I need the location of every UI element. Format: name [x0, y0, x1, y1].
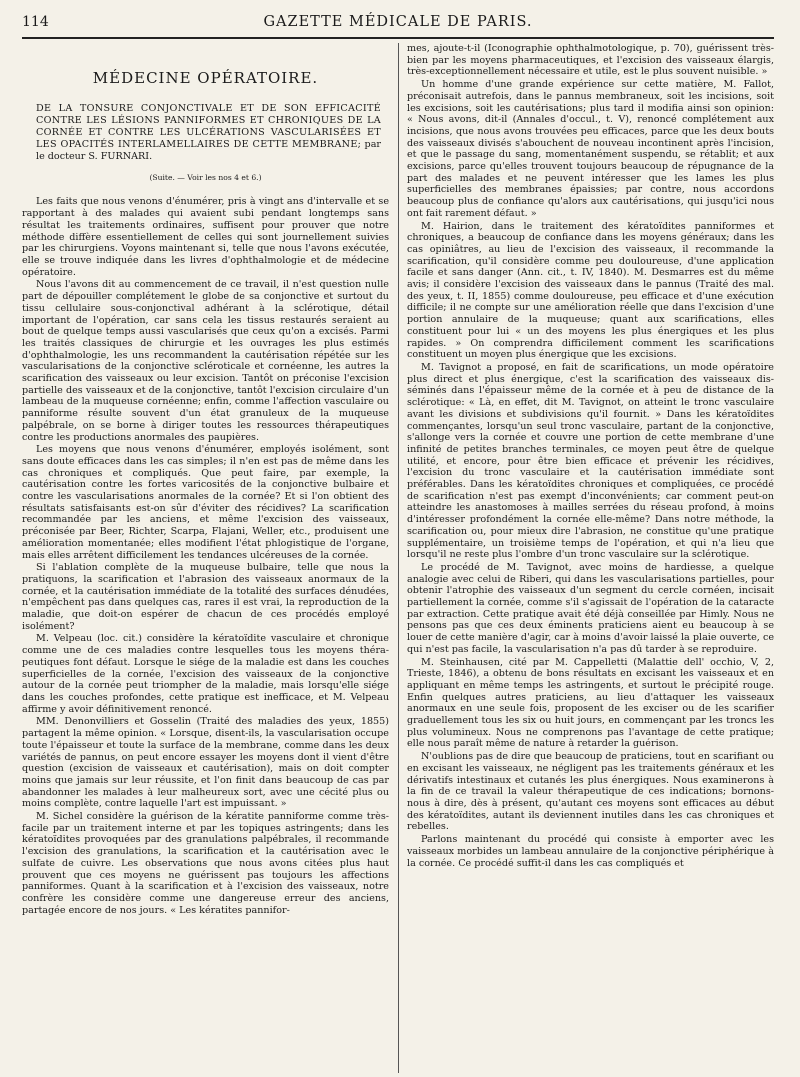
- running-head: [22, 14, 774, 39]
- paragraph: M. Steinhausen, cité par M. Cappelletti (Malattie dell' occhio, V, 2, Trieste, 1846), a obtenu de bons résultats en excisant les vaisseaux et en appliquant en même temps les astringents, et surtout le précipité rouge. Enfin quelques autres praticiens, au lieu d'attaquer les vaisseaux anormaux en une seule fois, proposent de les exciser ou de les scarifier graduellement tous les six ou huit jours, en commençant par les troncs les plus volumineux. Nous ne comprenons pas l'avantage de cette pratique; elle nous paraît même de nature à retarder la guérison.: [407, 656, 774, 750]
- paragraph: Les moyens que nous venons d'énumérer, employés isolément, sont sans doute efficaces dans les cas simples; il n'en est pas de même dans les cas chroniques et compliqués. Que peut faire, par exemple, la cautérisation contre les fortes varicosités de la conjonctive bulbaire et contre les vascularisations anormales de la cornée? Et si l'on obtient des résultats satisfaisants est-on sûr d'éviter des récidives? La scarification recommandée par les anciens, et même l'excision des vaisseaux, préconisée par Beer, Richter, Scarpa, Flajani, Weller, etc., produisent une amélioration momentanée; elles modifient l'état phlogistique de l'organe, mais elles arrêtent difficilement les tendances ulcéreuses de la cornée.: [22, 444, 389, 561]
- page-number: 114: [22, 14, 49, 30]
- paragraph: M. Tavignot a proposé, en fait de scarifications, un mode opératoire plus direct et plus énergique, c'est la scarification des vaisseaux disséminés dans l'épaisseur même de la cornée et à peu de distance de la sclérotique: « Là, en effet, dit M. Tavignot, on atteint le tronc vasculaire avant les divisions et subdivisions qu'il fournit. » Dans les kératoïdites commençantes, lorsqu'un seul tronc vasculaire, partant de la conjonctive, s'allonge vers la cornée et couvre une portion de cette membrane d'une infinité de petites branches terminales, ce moyen peut être de quelque utilité, et encore, pour être bien efficace et prévenir les récidives, l'excision du tronc vasculaire et la cautérisation immédiate sont préférables. Dans les kératoïdites chroniques et compliquées, ce procédé de scarification n'est pas exempt d'inconvénients; car comment peut-on atteindre les anastomoses à mailles serrées du réseau profond, à moins d'intéresser profondément la cornée elle-même? Dans notre méthode, la scarification ou, pour mieux dire l'abrasion, ne constitue qu'une pratique supplémentaire, un troisième temps de l'opération, et qui n'a lieu que lorsqu'il ne reste plus l'ombre d'un tronc vasculaire sur la sclérotique.: [407, 361, 774, 561]
- paragraph: MM. Denonvilliers et Gosselin (Traité des maladies des yeux, 1855) partagent la même opinion. « Lorsque, disent-ils, la vascularisation occupe toute l'épaisseur et toute la surface de la membrane, comme dans les deux variétés de pannus, on peut encore essayer les moyens dont il vient d'être question (excision de vaisseaux et cautérisation), mais on doit compter moins que jamais sur leur réussite, et l'on finit dans beaucoup de cas par abandonner les malades à leur malheureux sort, avec une cécité plus ou moins complète, contre laquelle l'art est impuissant. »: [22, 716, 389, 810]
- paragraph: M. Hairion, dans le traitement des kératoïdites panniformes et chroniques, a beaucoup de confiance dans les moyens généraux; dans les cas opiniâtres, au lieu de l'excision des vaisseaux, il recommande la scarification, qu'il considère comme peu douloureuse, d'une application facile et sans danger (Ann. cit., t. IV, 1840). M. Desmarres est du même avis; il considère l'excision des vaisseaux dans le pannus (Traité des mal. des yeux, t. II, 1855) comme douloureuse, peu efficace et d'une exécution difficile; il ne compte sur une amélioration réelle que dans l'excision d'une portion annulaire de la muqueuse; quant aux scarifications, elles constituent pour lui « un des moyens les plus énergiques et les plus rapides. » On comprendra difficilement comment les scarifications constituent un moyen plus énergique que les excisions.: [407, 220, 774, 361]
- section-title: MÉDECINE OPÉRATOIRE.: [92, 69, 319, 87]
- article-heading: [36, 103, 381, 163]
- text-columns: [22, 43, 774, 1073]
- right-column: [407, 43, 774, 1073]
- paragraph: Si l'ablation complète de la muqueuse bulbaire, telle que nous la pratiquons, la scarification et l'abrasion des vaisseaux anormaux de la cornée, et la cautérisation immédiate de la totalité des surfaces dénudées, n'empêchent pas dans quelques cas, rares il est vrai, la reproduction de la maladie, que doit-on espérer de chacun de ces procédés employé isolément?: [22, 562, 389, 632]
- journal-title: GAZETTE MÉDICALE DE PARIS.: [263, 14, 533, 30]
- paragraph: Un homme d'une grande expérience sur cette matière, M. Fallot, préconisait autrefois, dans le pannus membraneux, soit les incisions, soit les excisions, soit les cautérisations; plus tard il modifia ainsi son opinion: « Nous avons, dit-il (Annales d'occul., t. V), renoncé complétement aux incisions, que nous avons trouvées peu efficaces, parce que les deux bouts des vaisseaux divisés s'abouchent de nouveau incontinent après l'incision, et que le passage du sang, momentanément suspendu, se rétablit; et aux excisions, parce qu'elles trouvent toujours beaucoup de répugnance de la part des malades et ne peuvent intéresser que les lames les plus superficielles des membranes épaissies; par contre, nous accordons beaucoup plus de confiance qu'alors aux cautérisations, qui jusqu'ici nous ont fait rarement défaut. »: [407, 79, 774, 219]
- left-column: [22, 43, 389, 1073]
- article-heading-caps: DE LA TONSURE CONJONCTIVALE ET DE SON EFFICACITÉ CONTRE LES LÉSIONS PANNIFORMES ET CHRONIQUES DE LA CORNÉE ET CONTRE LES ULCÉRATIONS VASCULARISÉES ET LES OPACITÉS INTERLAMELLAIRES DE CETTE MEMBRANE;: [36, 103, 381, 151]
- paragraph: N'oublions pas de dire que beaucoup de praticiens, tout en scarifiant ou en excisant les vaisseaux, ne négligent pas les traitements généraux et les dérivatifs intestinaux et cutanés les plus énergiques. Nous examinerons à la fin de ce travail la valeur thérapeutique de ces indications; bornons-nous à dire, dès à présent, qu'autant ces moyens sont efficaces au début des kératoïdites, autant ils deviennent inutiles dans les cas chroniques et rebelles.: [407, 751, 774, 833]
- paragraph: Les faits que nous venons d'énumérer, pris à vingt ans d'intervalle et se rapportant à des malades qui avaient subi pendant longtemps sans résultat les traitements ordinaires, suffisent pour prouver que notre méthode diffère essentiellement de celles qui sont journellement suivies par les chirurgiens. Voyons maintenant si, telle que nous l'avons exécutée, elle se trouve indiquée dans les livres d'ophthalmologie et de médecine opératoire.: [22, 196, 389, 278]
- column-divider: [398, 43, 399, 1073]
- paragraph: Parlons maintenant du procédé qui consiste à emporter avec les vaisseaux morbides un lambeau annulaire de la conjonctive périphérique à la cornée. Ce procédé suffit-il dans les cas compliqués et: [407, 834, 774, 869]
- paragraph: Le procédé de M. Tavignot, avec moins de hardiesse, a quelque analogie avec celui de Riberi, qui dans les vascularisations partielles, pour obtenir l'atrophie des vaisseaux d'un segment du cercle cornéen, incisait partiellement la cornée, comme s'il s'agissait de l'opération de la cataracte par extraction. Cette pratique avait été déjà conseillée par Himly. Nous ne pensons pas que ces deux éminents praticiens aient eu beaucoup à se louer de cette manière d'agir, car à moins d'avoir laissé la plaie ouverte, ce qui n'est pas facile, la vascularisation n'a pas dû tarder à se reproduire.: [407, 561, 774, 655]
- paragraph: mes, ajoute-t-il (Iconographie ophthalmotologique, p. 70), guérissent très-bien par les moyens pharmaceutiques, et l'excision des vaisseaux élargis, très-exceptionnellement nécessaire et utile, est le plus souvent nuisible. »: [407, 43, 774, 78]
- article-author: par le docteur S. FURNARI.: [36, 139, 382, 163]
- paragraph: M. Velpeau (loc. cit.) considère la kératoïdite vasculaire et chronique comme une de ces maladies contre lesquelles tous les moyens thérapeutiques font défaut. Lorsque le siége de la maladie est dans les couches superficielles de la cornée, l'excision des vaisseaux de la conjonctive autour de la cornée peut triompher de la maladie, mais lorsqu'elle siége dans les couches profondes, cette pratique est inefficace, et M. Velpeau affirme y avoir définitivement renoncé.: [22, 633, 389, 715]
- paragraph: M. Sichel considère la guérison de la kératite panniforme comme très-facile par un traitement interne et par les topiques astringents; dans les kératoïdites provoquées par des granulations palpébrales, il recommande l'excision des granulations, la scarification et la cautérisation avec le sulfate de cuivre. Les observations que nous avons citées plus haut prouvent que ces moyens ne guérissent pas toujours les affections panniformes. Quant à la scarification et à l'excision des vaisseaux, notre confrère les considère comme une dangereuse erreur des anciens, partagée encore de nos jours. « Les kératites pannifor-: [22, 811, 389, 916]
- continuation-note: (Suite. — Voir les nos 4 et 6.): [149, 173, 262, 183]
- paragraph: Nous l'avons dit au commencement de ce travail, il n'est question nulle part de dépouiller complétement le globe de sa conjonctive et surtout du tissu cellulaire sous-conjonctival adhérant à la sclérotique, détail important de l'opération, car sans cela les tissus restaurés seraient au bout de quelque temps aussi vascularisés que ceux qu'on a excisés. Parmi les traités classiques de chirurgie et les ouvrages les plus estimés d'ophthalmologie, les uns recommandent la cautérisation répétée sur les vascularisations de la conjonctive scléroticale et cornéenne, les autres la scarification des vaisseaux ou leur excision. Tantôt on préconise l'excision partielle des vaisseaux et de la conjonctive, tantôt l'excision circulaire d'un lambeau de la muqueuse cornéenne; enfin, comme l'affection vasculaire ou panniforme résulte souvent d'un état granuleux de la muqueuse palpébrale, on se borne à diriger toutes les ressources thérapeutiques contre les productions anormales des paupières.: [22, 279, 389, 443]
